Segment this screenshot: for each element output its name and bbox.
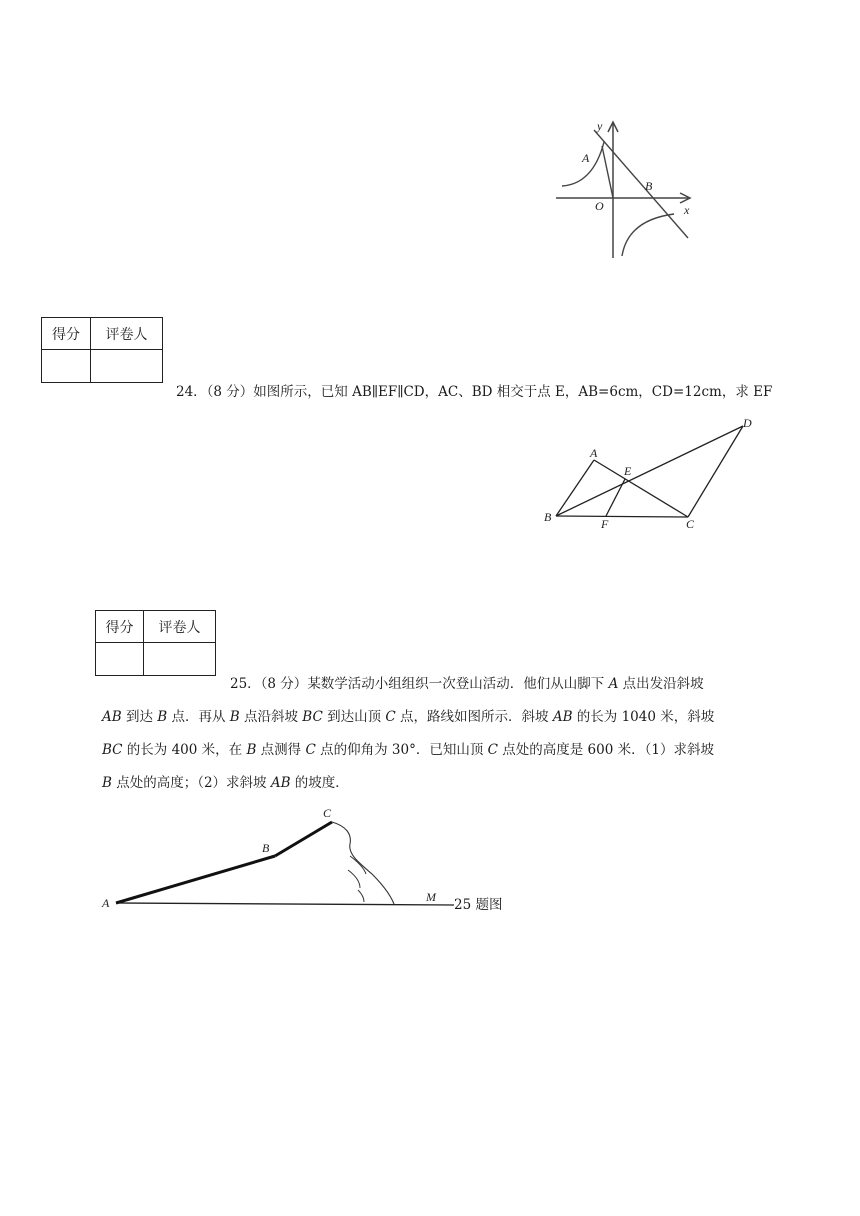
grader-header: 评卷人 xyxy=(91,318,163,350)
q25-line-1: 25．（8 分）某数学活动小组组织一次登山活动．他们从山脚下 A 点出发沿斜坡 xyxy=(230,676,704,692)
score-header: 得分 xyxy=(96,611,144,643)
q25-line-4: B 点处的高度；（2）求斜坡 AB 的坡度． xyxy=(102,775,349,791)
label-B: B xyxy=(645,179,653,193)
q25-line-3: BC 的长为 400 米，在 B 点测得 C 点的仰角为 30°．已知山顶 C 点处的高度是 600 米．（1）求斜坡 xyxy=(102,742,714,758)
question-24-figure xyxy=(538,412,762,534)
score-table-2 xyxy=(95,610,216,676)
label-O: O xyxy=(595,199,604,213)
q24-label-F: F xyxy=(601,517,609,531)
label-A: A xyxy=(582,151,590,165)
q25-label-B: B xyxy=(262,841,270,855)
grader-cell[interactable] xyxy=(91,350,163,383)
score-table-1 xyxy=(41,317,163,383)
q25-line-2: AB 到达 B 点．再从 B 点沿斜坡 BC 到达山顶 C 点，路线如图所示．斜坡 AB 的长为 1040 米，斜坡 xyxy=(102,709,715,725)
question-25-figure xyxy=(96,804,460,916)
question-25-text xyxy=(102,668,772,800)
q24-label-E: E xyxy=(624,464,632,478)
q24-label-D: D xyxy=(743,416,752,430)
q25-label-A: A xyxy=(102,896,110,910)
hyperbola-line-figure xyxy=(548,116,698,262)
q24-label-B: B xyxy=(544,510,552,524)
grader-header: 评卷人 xyxy=(144,611,216,643)
question-24-text: 24．（8 分）如图所示，已知 AB∥EF∥CD，AC、BD 相交于点 E，AB=6cm，CD=12cm，求 EF xyxy=(176,384,773,400)
score-cell[interactable] xyxy=(42,350,91,383)
q24-label-A: A xyxy=(590,446,598,460)
q25-label-M: M xyxy=(426,890,436,904)
score-header: 得分 xyxy=(42,318,91,350)
q24-label-C: C xyxy=(686,517,695,531)
figure-25-caption: 25 题图 xyxy=(454,897,503,913)
q25-label-C: C xyxy=(323,806,332,820)
label-y: y xyxy=(597,119,603,133)
label-x: x xyxy=(684,203,690,217)
